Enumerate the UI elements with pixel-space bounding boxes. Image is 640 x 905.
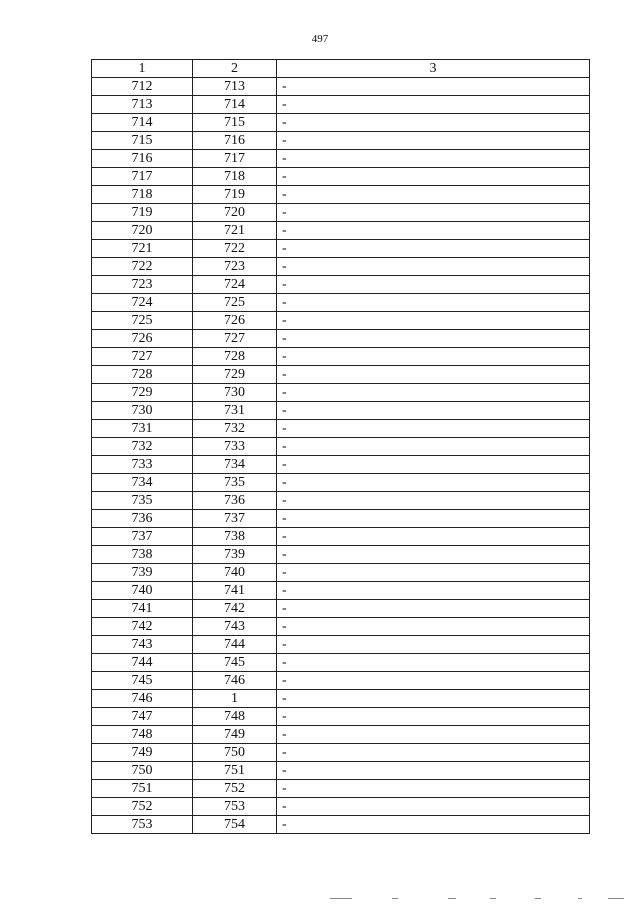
table-row [92, 780, 590, 798]
table-cell-col1: 730 [92, 402, 193, 420]
table-row [92, 438, 590, 456]
table-row [92, 204, 590, 222]
table-cell-col2: 732 [193, 420, 277, 438]
table-row [92, 582, 590, 600]
table-cell-col3: - [277, 132, 590, 150]
table-row [92, 330, 590, 348]
table-cell-col3: - [277, 96, 590, 114]
table-cell-col1: 714 [92, 114, 193, 132]
table-cell-col3: - [277, 780, 590, 798]
table-cell-col2: 746 [193, 672, 277, 690]
table-cell-col2: 752 [193, 780, 277, 798]
table-row [92, 240, 590, 258]
table-cell-col1: 736 [92, 510, 193, 528]
table-row [92, 420, 590, 438]
table-row [92, 528, 590, 546]
table-cell-col3: - [277, 564, 590, 582]
table-row [92, 114, 590, 132]
table-row [92, 672, 590, 690]
table-cell-col2: 728 [193, 348, 277, 366]
table-cell-col1: 750 [92, 762, 193, 780]
table-cell-col2: 723 [193, 258, 277, 276]
table-cell-col1: 748 [92, 726, 193, 744]
table-cell-col1: 737 [92, 528, 193, 546]
table-row [92, 726, 590, 744]
table-row [92, 510, 590, 528]
table-cell-col1: 735 [92, 492, 193, 510]
table-cell-col2: 745 [193, 654, 277, 672]
table-cell-col3: - [277, 150, 590, 168]
table-cell-col1: 738 [92, 546, 193, 564]
table-cell-col2: 754 [193, 816, 277, 834]
table-cell-col1: 745 [92, 672, 193, 690]
table-cell-col1: 718 [92, 186, 193, 204]
table-cell-col2: 718 [193, 168, 277, 186]
table-cell-col3: - [277, 258, 590, 276]
table-row [92, 132, 590, 150]
table-cell-col3: - [277, 276, 590, 294]
table-cell-col2: 735 [193, 474, 277, 492]
table-cell-col3: - [277, 546, 590, 564]
scan-artifact-marks [330, 898, 630, 902]
table-body [92, 78, 590, 834]
table-cell-col1: 719 [92, 204, 193, 222]
table-row [92, 384, 590, 402]
table-cell-col2: 736 [193, 492, 277, 510]
table-cell-col3: - [277, 708, 590, 726]
table-row [92, 366, 590, 384]
table-cell-col1: 749 [92, 744, 193, 762]
table-cell-col3: - [277, 474, 590, 492]
table-row [92, 348, 590, 366]
table-row [92, 96, 590, 114]
table-cell-col2: 740 [193, 564, 277, 582]
table-cell-col2: 749 [193, 726, 277, 744]
page-number: 497 [311, 33, 329, 45]
table-header [92, 60, 590, 78]
table-cell-col3: - [277, 618, 590, 636]
table-cell-col3: - [277, 168, 590, 186]
table-cell-col1: 728 [92, 366, 193, 384]
table-cell-col2: 753 [193, 798, 277, 816]
table-cell-col2: 716 [193, 132, 277, 150]
table-cell-col2: 742 [193, 600, 277, 618]
table-cell-col1: 716 [92, 150, 193, 168]
column-header-2: 2 [193, 60, 277, 78]
table-cell-col1: 726 [92, 330, 193, 348]
table-cell-col1: 742 [92, 618, 193, 636]
table-cell-col3: - [277, 456, 590, 474]
table-cell-col2: 715 [193, 114, 277, 132]
table-cell-col2: 748 [193, 708, 277, 726]
table-cell-col3: - [277, 438, 590, 456]
table-row [92, 618, 590, 636]
table-cell-col1: 720 [92, 222, 193, 240]
table-cell-col2: 737 [193, 510, 277, 528]
table-cell-col3: - [277, 528, 590, 546]
table-cell-col2: 751 [193, 762, 277, 780]
table-cell-col1: 715 [92, 132, 193, 150]
column-header-3: 3 [277, 60, 590, 78]
table-cell-col2: 724 [193, 276, 277, 294]
table-row [92, 744, 590, 762]
table-row [92, 150, 590, 168]
table-cell-col2: 734 [193, 456, 277, 474]
table-cell-col3: - [277, 690, 590, 708]
table-cell-col1: 733 [92, 456, 193, 474]
table-row [92, 564, 590, 582]
table-cell-col3: - [277, 366, 590, 384]
table-row [92, 402, 590, 420]
table-cell-col3: - [277, 654, 590, 672]
table-cell-col2: 731 [193, 402, 277, 420]
header-row [92, 60, 590, 78]
table-cell-col1: 723 [92, 276, 193, 294]
table-cell-col2: 726 [193, 312, 277, 330]
table-cell-col2: 727 [193, 330, 277, 348]
table-cell-col2: 739 [193, 546, 277, 564]
table-cell-col3: - [277, 420, 590, 438]
table-cell-col1: 721 [92, 240, 193, 258]
table-row [92, 546, 590, 564]
table-cell-col2: 729 [193, 366, 277, 384]
table-row [92, 276, 590, 294]
table-cell-col2: 741 [193, 582, 277, 600]
table-cell-col2: 714 [193, 96, 277, 114]
table-cell-col3: - [277, 510, 590, 528]
table-row [92, 474, 590, 492]
table-row [92, 798, 590, 816]
table-cell-col1: 741 [92, 600, 193, 618]
table-cell-col2: 721 [193, 222, 277, 240]
table-cell-col3: - [277, 204, 590, 222]
table-cell-col3: - [277, 402, 590, 420]
table-cell-col3: - [277, 348, 590, 366]
table-cell-col3: - [277, 186, 590, 204]
table-cell-col1: 753 [92, 816, 193, 834]
table-row [92, 186, 590, 204]
table-cell-col3: - [277, 744, 590, 762]
table-row [92, 168, 590, 186]
table-cell-col1: 734 [92, 474, 193, 492]
table-cell-col1: 739 [92, 564, 193, 582]
table-cell-col3: - [277, 600, 590, 618]
table-cell-col3: - [277, 492, 590, 510]
table-cell-col2: 717 [193, 150, 277, 168]
table-cell-col1: 732 [92, 438, 193, 456]
table-cell-col2: 743 [193, 618, 277, 636]
table-cell-col1: 725 [92, 312, 193, 330]
table-row [92, 492, 590, 510]
table-row [92, 816, 590, 834]
table-cell-col1: 746 [92, 690, 193, 708]
table-row [92, 636, 590, 654]
table-cell-col3: - [277, 330, 590, 348]
table-cell-col1: 724 [92, 294, 193, 312]
table-cell-col3: - [277, 798, 590, 816]
table-cell-col3: - [277, 78, 590, 96]
table-cell-col1: 751 [92, 780, 193, 798]
table-cell-col3: - [277, 294, 590, 312]
table-cell-col2: 733 [193, 438, 277, 456]
table-cell-col3: - [277, 726, 590, 744]
table-row [92, 654, 590, 672]
table-row [92, 762, 590, 780]
table-cell-col1: 740 [92, 582, 193, 600]
table-cell-col1: 713 [92, 96, 193, 114]
table-cell-col2: 720 [193, 204, 277, 222]
table-cell-col3: - [277, 384, 590, 402]
table-cell-col2: 750 [193, 744, 277, 762]
table-cell-col3: - [277, 672, 590, 690]
table-cell-col2: 722 [193, 240, 277, 258]
table-cell-col2: 738 [193, 528, 277, 546]
table-row [92, 456, 590, 474]
table-cell-col2: 725 [193, 294, 277, 312]
table-cell-col2: 744 [193, 636, 277, 654]
column-header-1: 1 [92, 60, 193, 78]
table-cell-col1: 712 [92, 78, 193, 96]
table-row [92, 222, 590, 240]
table-cell-col1: 743 [92, 636, 193, 654]
table-cell-col3: - [277, 816, 590, 834]
table-cell-col3: - [277, 762, 590, 780]
data-table [91, 59, 590, 834]
table-cell-col1: 727 [92, 348, 193, 366]
table-cell-col1: 717 [92, 168, 193, 186]
table-cell-col1: 752 [92, 798, 193, 816]
table-row [92, 690, 590, 708]
table-row [92, 312, 590, 330]
table-row [92, 78, 590, 96]
table-cell-col2: 713 [193, 78, 277, 96]
table-row [92, 294, 590, 312]
table-cell-col1: 744 [92, 654, 193, 672]
table-cell-col1: 729 [92, 384, 193, 402]
table-cell-col1: 747 [92, 708, 193, 726]
table-cell-col3: - [277, 222, 590, 240]
table-cell-col3: - [277, 240, 590, 258]
table-row [92, 258, 590, 276]
table-cell-col3: - [277, 114, 590, 132]
table-row [92, 708, 590, 726]
table-cell-col2: 730 [193, 384, 277, 402]
table-cell-col1: 722 [92, 258, 193, 276]
table-cell-col3: - [277, 582, 590, 600]
table-row [92, 600, 590, 618]
table-cell-col3: - [277, 312, 590, 330]
table-cell-col2: 1 [193, 690, 277, 708]
table-cell-col2: 719 [193, 186, 277, 204]
table-cell-col1: 731 [92, 420, 193, 438]
table-cell-col3: - [277, 636, 590, 654]
